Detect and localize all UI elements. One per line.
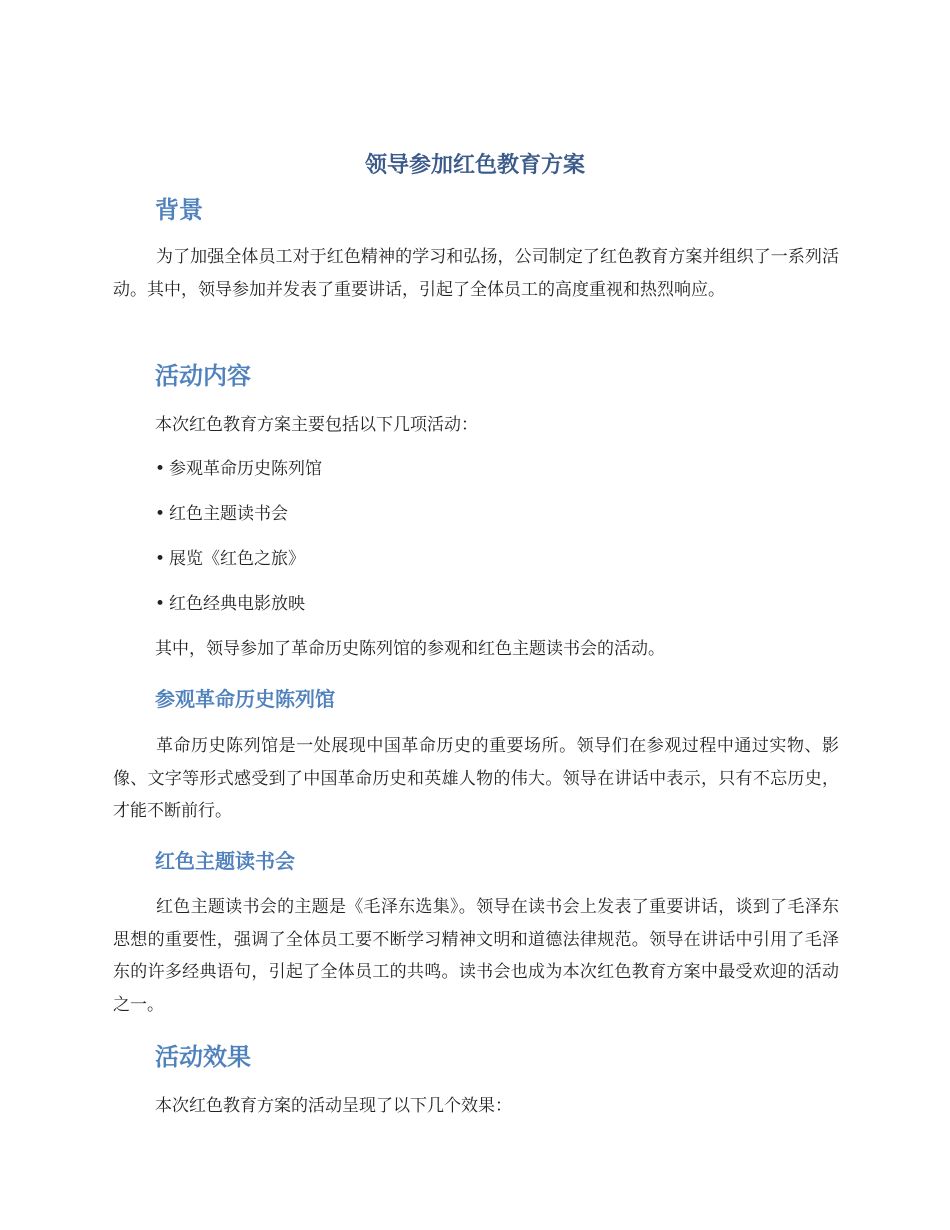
list-item-label: 展览《红色之旅》	[169, 549, 306, 569]
activities-intro: 本次红色教育方案主要包括以下几项活动：	[155, 415, 478, 435]
document-title: 领导参加红色教育方案	[364, 153, 585, 178]
bullet-icon: •	[155, 549, 166, 569]
list-item-label: 参观革命历史陈列馆	[169, 459, 323, 479]
heading-museum: 参观革命历史陈列馆	[155, 687, 335, 711]
list-item-label: 红色经典电影放映	[169, 594, 306, 614]
bullet-icon: •	[155, 459, 166, 479]
paragraph-reading: 红色主题读书会的主题是《毛泽东选集》。领导在读书会上发表了重要讲话，谈到了毛泽东思想的重要性，强调了全体员工要不断学习精神文明和道德法律规范。领导在讲话中引用了毛泽东的许多经典语句，引起了全体员工的共鸣。读书会也成为本次红色教育方案中最受欢迎的活动之一。	[113, 897, 839, 1015]
heading-effects: 活动效果	[155, 1043, 251, 1071]
heading-reading: 红色主题读书会	[155, 849, 295, 873]
list-item	[155, 547, 305, 571]
paragraph-museum: 革命历史陈列馆是一处展现中国革命历史的重要场所。领导们在参观过程中通过实物、影像、文字等形式感受到了中国革命历史和英雄人物的伟大。领导在讲话中表示，只有不忘历史，才能不断前行。	[113, 736, 839, 821]
paragraph-background: 为了加强全体员工对于红色精神的学习和弘扬，公司制定了红色教育方案并组织了一系列活动。其中，领导参加并发表了重要讲话，引起了全体员工的高度重视和热烈响应。	[113, 247, 839, 300]
bullet-icon: •	[155, 504, 166, 524]
heading-background: 背景	[155, 196, 203, 224]
heading-activities: 活动内容	[155, 362, 251, 390]
effects-intro: 本次红色教育方案的活动呈现了以下几个效果：	[155, 1096, 512, 1116]
list-item	[155, 592, 305, 616]
bullet-icon: •	[155, 594, 166, 614]
list-item	[155, 457, 322, 481]
list-item-label: 红色主题读书会	[169, 504, 289, 524]
list-item	[155, 502, 288, 526]
activities-note: 其中，领导参加了革命历史陈列馆的参观和红色主题读书会的活动。	[155, 639, 665, 659]
